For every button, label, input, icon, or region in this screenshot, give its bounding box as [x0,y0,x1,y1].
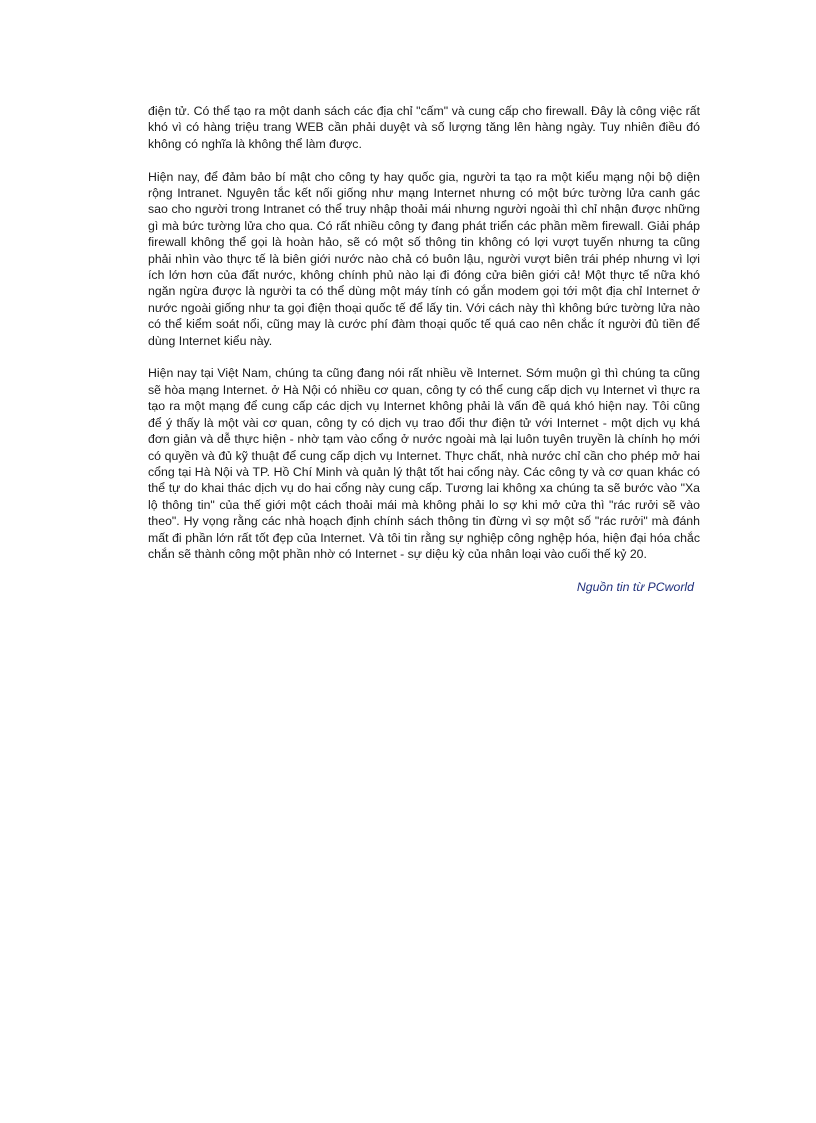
paragraph-intranet-firewall: Hiện nay, để đảm bảo bí mật cho công ty hay quốc gia, người ta tạo ra một kiểu mạng nội bộ diện rộng Intranet. Nguyên tắc kết nối giống như mạng Internet nhưng có một bức tường lửa canh gác sao cho người trong Intranet có thể truy nhập thoải mái nhưng người ngoài thì chỉ nhận được những gì mà bức tường lửa cho qua. Có rất nhiều công ty đang phát triển các phần mềm firewall. Giải pháp firewall không thể gọi là hoàn hảo, sẽ có một số thông tin không có lợi vượt tuyến nhưng ta cũng phải nhìn vào thực tế là biên giới nước nào chả có buôn lậu, người vượt biên trái phép nhưng vì lợi ích lớn hơn của đất nước, không chính phủ nào lại đi đóng cửa biên giới cả! Một thực tế nữa khó ngăn ngừa được là người ta có thể dùng một máy tính có gắn modem gọi tới một địa chỉ Internet ở nước ngoài giống như ta gọi điện thoại quốc tế để lấy tin. Với cách này thì không bức tường lửa nào có thể kiểm soát nổi, cũng may là cước phí đàm thoại quốc tế quá cao nên chắc ít người đủ tiền để dùng Internet kiểu này. [148,169,700,348]
source-credit: Nguồn tin từ PCworld [576,579,694,594]
paragraph-email-blocklist: điện tử. Có thể tạo ra một danh sách các địa chỉ "cấm" và cung cấp cho firewall. Đây là công việc rất khó vì có hàng triệu trang WEB cần phải duyệt và số lượng tăng lên hàng ngày. Tuy nhiên điều đó không có nghĩa là không thể làm được. [148,104,700,151]
paragraph-vietnam-internet: Hiện nay tại Việt Nam, chúng ta cũng đang nói rất nhiều về Internet. Sớm muộn gì thì chúng ta cũng sẽ hòa mạng Internet. ở Hà Nội có nhiều cơ quan, công ty có thể cung cấp dịch vụ Internet vì thực ra tạo ra một mạng để cung cấp các dịch vụ Internet không phải là vấn đề quá khó hiện nay. Tôi cũng để ý thấy là một vài cơ quan, công ty có dịch vụ trao đổi thư điện tử với Internet - một dịch vụ khá đơn giản và dễ thực hiện - nhờ tạm vào cổng ở nước ngoài mà lại luôn tuyên truyền là chính họ mới có quyền và đủ kỹ thuật để cung cấp dịch vụ Internet. Thực chất, nhà nước chỉ cần cho phép mở hai cổng tại Hà Nội và TP. Hồ Chí Minh và quản lý thật tốt hai cổng này. Các công ty và cơ quan khác có thể tự do khai thác dịch vụ do hai cổng này cung cấp. Tương lai không xa chúng ta sẽ bước vào "Xa lộ thông tin" của thế giới một cách thoải mái mà không phải lo sợ khi mở cửa thì "rác rưởi sẽ vào theo". Hy vọng rằng các nhà hoạch định chính sách thông tin đừng vì sợ một số "rác rưởi" mà đánh mất đi phần lớn rất tốt đẹp của Internet. Và tôi tin rằng sự nghiệp công nghệp hóa, hiện đại hóa chắc chắn sẽ thành công một phần nhờ có Internet - sự diệu kỳ của nhân loại vào cuối thế kỷ 20. [148,366,700,561]
document-body [148,103,700,595]
